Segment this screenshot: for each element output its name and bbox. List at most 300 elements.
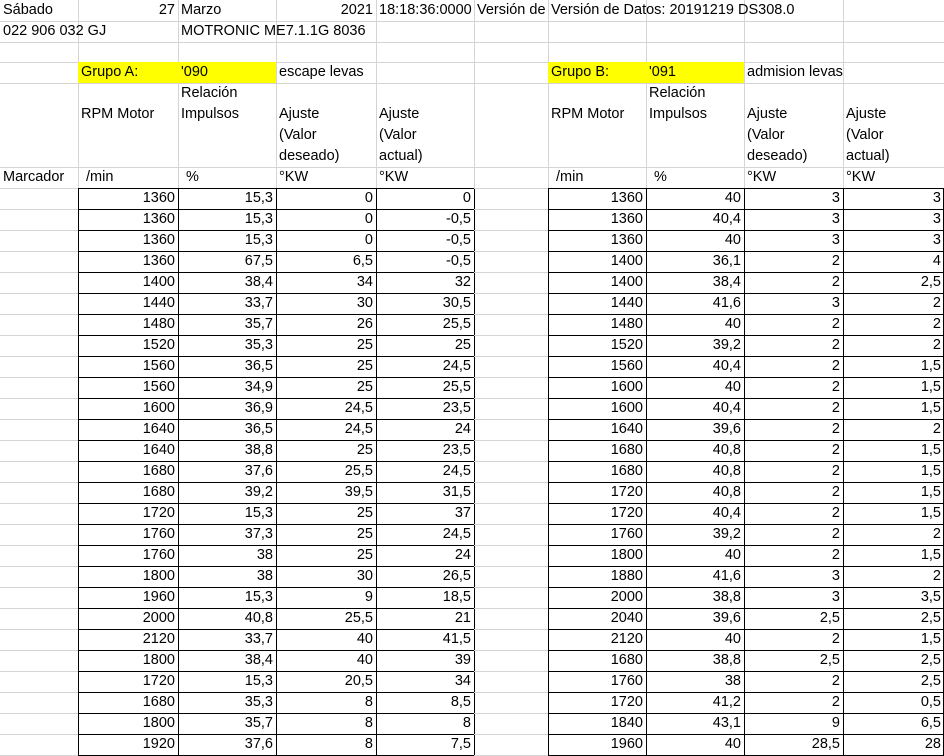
group-a-code[interactable]: '090 xyxy=(178,62,276,83)
group-b-cell[interactable]: 2 xyxy=(831,358,840,374)
group-b-cell[interactable]: 2 xyxy=(932,316,941,332)
grid-hline xyxy=(474,251,548,252)
group-b-cell[interactable]: 1600 xyxy=(610,400,643,416)
group-b-cell[interactable]: 1720 xyxy=(610,505,643,521)
group-b-cell[interactable]: 4 xyxy=(932,253,941,269)
group-b-cell[interactable]: 3 xyxy=(831,232,840,248)
group-a-cell[interactable]: 1640 xyxy=(142,442,175,458)
group-b-cell[interactable]: 40 xyxy=(724,316,741,332)
group-b-cell[interactable]: 1840 xyxy=(610,715,643,731)
grid-hline xyxy=(0,587,78,588)
group-b-cell[interactable]: 2,5 xyxy=(920,610,941,626)
group-b-unit-rel[interactable]: % xyxy=(654,169,667,185)
cell-month[interactable]: Marzo xyxy=(181,2,222,18)
group-b-cell[interactable]: 38,8 xyxy=(712,589,741,605)
group-a-cell[interactable]: 1560 xyxy=(142,358,175,374)
group-b-cell[interactable]: 2,5 xyxy=(920,652,941,668)
group-a-cell[interactable]: 1400 xyxy=(142,274,175,290)
group-a-col-des-line3[interactable]: deseado) xyxy=(279,148,340,164)
grid-hline xyxy=(474,440,548,441)
group-b-cell[interactable]: 40,8 xyxy=(712,463,741,479)
group-a-cell[interactable]: 24,5 xyxy=(442,358,471,374)
group-b-cell[interactable]: 2 xyxy=(831,673,840,689)
group-a-cell[interactable]: 23,5 xyxy=(442,400,471,416)
group-b-unit-act[interactable]: °KW xyxy=(846,169,876,185)
group-a-cell[interactable]: 0 xyxy=(364,211,373,227)
group-a-cell[interactable]: 1680 xyxy=(142,694,175,710)
group-b-cell[interactable]: 40 xyxy=(724,379,741,395)
group-a-cell[interactable]: 8 xyxy=(364,715,373,731)
group-b-cell[interactable]: 38 xyxy=(724,673,741,689)
group-a-cell[interactable]: 25 xyxy=(356,379,373,395)
group-a-cell[interactable]: 8 xyxy=(364,736,373,752)
group-a-cell[interactable]: 39 xyxy=(454,652,471,668)
group-a-cell[interactable]: 15,3 xyxy=(244,589,273,605)
group-b-cell[interactable]: 1880 xyxy=(610,568,643,584)
grid-hline xyxy=(474,377,548,378)
group-b-cell[interactable]: 1,5 xyxy=(920,631,941,647)
grid-hline xyxy=(474,692,548,693)
group-b-cell[interactable]: 2 xyxy=(932,295,941,311)
cell-year[interactable]: 2021 xyxy=(340,2,373,18)
group-b-cell[interactable]: 41,6 xyxy=(712,295,741,311)
grid-hline xyxy=(474,650,548,651)
group-a-cell[interactable]: 24,5 xyxy=(442,526,471,542)
group-b-col-act-line1[interactable]: Ajuste xyxy=(846,106,887,122)
group-a-cell[interactable]: 34,9 xyxy=(244,379,273,395)
group-a-cell[interactable]: 36,5 xyxy=(244,421,273,437)
grid-hline xyxy=(0,188,78,189)
group-a-col-des-line1[interactable]: Ajuste xyxy=(279,106,320,122)
group-b-cell[interactable]: 43,1 xyxy=(712,715,741,731)
group-b-col-rpm[interactable]: RPM Motor xyxy=(551,106,625,122)
group-b-cell[interactable]: 2,5 xyxy=(920,274,941,290)
group-a-cell[interactable]: 25,5 xyxy=(442,316,471,332)
group-a-col-act-line1[interactable]: Ajuste xyxy=(379,106,420,122)
group-a-cell[interactable]: 33,7 xyxy=(244,295,273,311)
cell-version-label[interactable]: Versión de xyxy=(477,2,546,18)
grid-hline xyxy=(474,587,548,588)
group-a-cell[interactable]: 25,5 xyxy=(344,610,373,626)
group-a-cell[interactable]: 1360 xyxy=(142,253,175,269)
group-a-cell[interactable]: 1920 xyxy=(142,736,175,752)
group-b-cell[interactable]: 1400 xyxy=(610,253,643,269)
group-b-cell[interactable]: 2 xyxy=(831,274,840,290)
grid-hline xyxy=(0,629,78,630)
cell-ecu[interactable]: MOTRONIC ME7.1.1G 8036 xyxy=(181,23,366,39)
group-a-cell[interactable]: 24,5 xyxy=(344,421,373,437)
group-b-cell[interactable]: 3 xyxy=(831,190,840,206)
group-a-cell[interactable]: 37 xyxy=(454,505,471,521)
group-a-cell[interactable]: 38 xyxy=(256,547,273,563)
group-b-cell[interactable]: 1960 xyxy=(610,736,643,752)
group-a-cell[interactable]: 32 xyxy=(454,274,471,290)
group-b-cell[interactable]: 39,2 xyxy=(712,337,741,353)
grid-hline xyxy=(0,356,78,357)
group-b-cell[interactable]: 1,5 xyxy=(920,358,941,374)
group-b-cell[interactable]: 3 xyxy=(831,568,840,584)
group-b-cell[interactable]: 2 xyxy=(831,526,840,542)
group-a-cell[interactable]: 1640 xyxy=(142,421,175,437)
group-a-cell[interactable]: 20,5 xyxy=(344,673,373,689)
group-a-col-des-line2[interactable]: (Valor xyxy=(279,127,317,143)
grid-hline xyxy=(0,440,78,441)
group-b-cell[interactable]: 1,5 xyxy=(920,442,941,458)
group-a-cell[interactable]: 6,5 xyxy=(352,253,373,269)
group-a-cell[interactable]: 9 xyxy=(364,589,373,605)
group-a-cell[interactable]: 35,7 xyxy=(244,715,273,731)
group-b-col-des-line1[interactable]: Ajuste xyxy=(747,106,788,122)
group-b-cell[interactable]: 39,6 xyxy=(712,421,741,437)
group-a-cell[interactable]: 38 xyxy=(256,568,273,584)
group-a-cell[interactable]: 37,3 xyxy=(244,526,273,542)
cell-data-version[interactable]: Versión de Datos: 20191219 DS308.0 xyxy=(551,2,795,18)
group-a-cell[interactable]: 1720 xyxy=(142,505,175,521)
group-b-cell[interactable]: 1720 xyxy=(610,694,643,710)
group-b-cell[interactable]: 1,5 xyxy=(920,463,941,479)
group-a-cell[interactable]: 1960 xyxy=(142,589,175,605)
group-b-cell[interactable]: 41,6 xyxy=(712,568,741,584)
group-a-cell[interactable]: 41,5 xyxy=(442,631,471,647)
group-a-cell[interactable]: 30 xyxy=(356,568,373,584)
group-b-cell[interactable]: 0,5 xyxy=(920,694,941,710)
cell-time[interactable]: 18:18:36:0000 xyxy=(379,2,472,18)
group-a-cell[interactable]: 8 xyxy=(462,715,471,731)
group-b-cell[interactable]: 40,4 xyxy=(712,211,741,227)
group-a-cell[interactable]: 1720 xyxy=(142,673,175,689)
grid-hline xyxy=(474,503,548,504)
group-a-cell[interactable]: 38,4 xyxy=(244,652,273,668)
group-b-cell[interactable]: 2000 xyxy=(610,589,643,605)
group-a-cell[interactable]: 25 xyxy=(454,337,471,353)
group-b-cell[interactable]: 3 xyxy=(932,232,941,248)
group-a-cell[interactable]: 1600 xyxy=(142,400,175,416)
grid-hline xyxy=(0,419,78,420)
group-b-code[interactable]: '091 xyxy=(646,62,744,83)
group-a-cell[interactable]: 31,5 xyxy=(442,484,471,500)
group-b-cell[interactable]: 38,8 xyxy=(712,652,741,668)
group-b-cell[interactable]: 39,6 xyxy=(712,610,741,626)
grid-hline xyxy=(474,713,548,714)
group-a-cell[interactable]: 40 xyxy=(356,652,373,668)
group-a-cell[interactable]: 1680 xyxy=(142,463,175,479)
group-b-cell[interactable]: 1,5 xyxy=(920,400,941,416)
group-b-cell[interactable]: 1,5 xyxy=(920,484,941,500)
grid-hline xyxy=(474,671,548,672)
group-a-cell[interactable]: 7,5 xyxy=(450,736,471,752)
group-a-cell[interactable]: 2120 xyxy=(142,631,175,647)
group-a-cell[interactable]: 26,5 xyxy=(442,568,471,584)
group-b-cell[interactable]: 2040 xyxy=(610,610,643,626)
grid-vline xyxy=(474,0,475,188)
group-b-col-act-line2[interactable]: (Valor xyxy=(846,127,884,143)
group-a-cell[interactable]: 2000 xyxy=(142,610,175,626)
grid-hline xyxy=(474,314,548,315)
group-a-cell[interactable]: 36,5 xyxy=(244,358,273,374)
group-b-cell[interactable]: 40 xyxy=(724,631,741,647)
group-b-cell[interactable]: 2 xyxy=(831,253,840,269)
group-a-cell[interactable]: 0 xyxy=(462,190,471,206)
group-a-cell[interactable]: 40 xyxy=(356,631,373,647)
group-a-cell[interactable]: 37,6 xyxy=(244,736,273,752)
grid-hline xyxy=(0,209,78,210)
group-a-unit-act[interactable]: °KW xyxy=(379,169,409,185)
group-b-cell[interactable]: 2 xyxy=(831,316,840,332)
group-a-col-rpm[interactable]: RPM Motor xyxy=(81,106,155,122)
group-a-cell[interactable]: 33,7 xyxy=(244,631,273,647)
group-b-col-des-line3[interactable]: deseado) xyxy=(747,148,808,164)
group-a-desc[interactable]: escape levas xyxy=(279,64,364,80)
grid-vline xyxy=(548,0,549,188)
grid-hline xyxy=(0,42,944,43)
group-b-cell[interactable]: 41,2 xyxy=(712,694,741,710)
group-b-cell[interactable]: 40,8 xyxy=(712,442,741,458)
group-a-cell[interactable]: 40,8 xyxy=(244,610,273,626)
grid-hline xyxy=(474,545,548,546)
grid-hline xyxy=(0,566,78,567)
group-a-col-act-line3[interactable]: actual) xyxy=(379,148,423,164)
grid-hline xyxy=(474,398,548,399)
group-b-unit-des[interactable]: °KW xyxy=(747,169,777,185)
group-b-cell[interactable]: 2,5 xyxy=(920,673,941,689)
group-b-cell[interactable]: 1,5 xyxy=(920,379,941,395)
group-b-col-rel-line1[interactable]: Relación xyxy=(649,85,706,101)
group-b-cell[interactable]: 2 xyxy=(831,505,840,521)
group-b-cell[interactable]: 2 xyxy=(831,631,840,647)
group-a-cell[interactable]: 25 xyxy=(356,505,373,521)
group-a-cell[interactable]: 1520 xyxy=(142,337,175,353)
group-a-col-rel-line2[interactable]: Impulsos xyxy=(181,106,240,122)
group-b-cell[interactable]: 40,4 xyxy=(712,400,741,416)
group-b-cell[interactable]: 1760 xyxy=(610,673,643,689)
group-a-cell[interactable]: 15,3 xyxy=(244,673,273,689)
group-a-cell[interactable]: 0 xyxy=(364,232,373,248)
group-b-cell[interactable]: 1760 xyxy=(610,526,643,542)
group-a-cell[interactable]: 1760 xyxy=(142,526,175,542)
group-a-cell[interactable]: 8 xyxy=(364,694,373,710)
group-b-cell[interactable]: 2,5 xyxy=(819,652,840,668)
group-b-cell[interactable]: 40 xyxy=(724,547,741,563)
group-a-cell[interactable]: 18,5 xyxy=(442,589,471,605)
group-b-cell[interactable]: 2120 xyxy=(610,631,643,647)
group-b-cell[interactable]: 1600 xyxy=(610,379,643,395)
group-a-cell[interactable]: 36,9 xyxy=(244,400,273,416)
group-a-cell[interactable]: 67,5 xyxy=(244,253,273,269)
group-a-cell[interactable]: 1760 xyxy=(142,547,175,563)
group-b-cell[interactable]: 1,5 xyxy=(920,547,941,563)
group-b-cell[interactable]: 40,4 xyxy=(712,505,741,521)
group-b-cell[interactable]: 2 xyxy=(831,463,840,479)
group-b-cell[interactable]: 3 xyxy=(831,211,840,227)
group-a-cell[interactable]: 25 xyxy=(356,547,373,563)
group-a-cell[interactable]: 24 xyxy=(454,421,471,437)
group-b-cell[interactable]: 1640 xyxy=(610,421,643,437)
group-b-cell[interactable]: 1560 xyxy=(610,358,643,374)
group-b-cell[interactable]: 2 xyxy=(932,421,941,437)
group-a-cell[interactable]: 30 xyxy=(356,295,373,311)
group-a-unit-rel[interactable]: % xyxy=(186,169,199,185)
group-a-cell[interactable]: 15,3 xyxy=(244,505,273,521)
group-a-cell[interactable]: -0,5 xyxy=(446,253,471,269)
grid-hline xyxy=(474,482,548,483)
group-a-cell[interactable]: 21 xyxy=(454,610,471,626)
group-b-col-act-line3[interactable]: actual) xyxy=(846,148,890,164)
group-a-cell[interactable]: 26 xyxy=(356,316,373,332)
group-b-cell[interactable]: 3 xyxy=(932,211,941,227)
grid-hline xyxy=(474,272,548,273)
group-a-cell[interactable]: 1800 xyxy=(142,652,175,668)
group-b-cell[interactable]: 40,8 xyxy=(712,484,741,500)
group-a-cell[interactable]: 35,3 xyxy=(244,337,273,353)
group-b-cell[interactable]: 2 xyxy=(831,379,840,395)
group-b-cell[interactable]: 3 xyxy=(932,190,941,206)
group-a-cell[interactable]: 25 xyxy=(356,526,373,542)
group-b-cell[interactable]: 2 xyxy=(831,484,840,500)
grid-hline xyxy=(474,524,548,525)
group-a-cell[interactable]: 24,5 xyxy=(442,463,471,479)
grid-hline xyxy=(474,608,548,609)
group-a-cell[interactable]: 0 xyxy=(364,190,373,206)
group-a-unit-rpm[interactable]: /min xyxy=(86,169,114,185)
grid-hline xyxy=(0,272,78,273)
grid-hline xyxy=(0,692,78,693)
group-b-cell[interactable]: 2 xyxy=(831,442,840,458)
cell-date-num[interactable]: 27 xyxy=(158,2,175,18)
group-b-cell[interactable]: 3,5 xyxy=(920,589,941,605)
group-a-unit-des[interactable]: °KW xyxy=(279,169,309,185)
group-b-label[interactable]: Grupo B: xyxy=(548,62,646,83)
group-b-cell[interactable]: 1360 xyxy=(610,232,643,248)
group-b-cell[interactable]: 36,1 xyxy=(712,253,741,269)
group-b-cell[interactable]: 1360 xyxy=(610,211,643,227)
group-b-cell[interactable]: 3 xyxy=(831,295,840,311)
group-b-cell[interactable]: 39,2 xyxy=(712,526,741,542)
group-b-cell[interactable]: 40,4 xyxy=(712,358,741,374)
group-a-cell[interactable]: 25 xyxy=(356,337,373,353)
group-a-cell[interactable]: 24,5 xyxy=(344,400,373,416)
group-a-cell[interactable]: 1680 xyxy=(142,484,175,500)
group-a-cell[interactable]: 1440 xyxy=(142,295,175,311)
group-a-cell[interactable]: 1360 xyxy=(142,232,175,248)
group-a-cell[interactable]: 15,3 xyxy=(244,190,273,206)
group-b-cell[interactable]: 1680 xyxy=(610,442,643,458)
group-b-cell[interactable]: 9 xyxy=(831,715,840,731)
grid-hline xyxy=(0,314,78,315)
group-a-cell[interactable]: 35,7 xyxy=(244,316,273,332)
cell-day[interactable]: Sábado xyxy=(3,2,53,18)
group-a-cell[interactable]: 25,5 xyxy=(442,379,471,395)
group-b-col-des-line2[interactable]: (Valor xyxy=(747,127,785,143)
group-b-cell[interactable]: 1480 xyxy=(610,316,643,332)
group-a-cell[interactable]: 38,8 xyxy=(244,442,273,458)
group-b-cell[interactable]: 28 xyxy=(924,736,941,752)
group-a-cell[interactable]: 1480 xyxy=(142,316,175,332)
group-b-cell[interactable]: 1720 xyxy=(610,484,643,500)
group-a-cell[interactable]: 1360 xyxy=(142,211,175,227)
grid-hline xyxy=(0,377,78,378)
grid-hline xyxy=(0,524,78,525)
group-a-cell[interactable]: 39,5 xyxy=(344,484,373,500)
group-a-cell[interactable]: 25 xyxy=(356,442,373,458)
group-b-cell[interactable]: 28,5 xyxy=(811,736,840,752)
group-a-cell[interactable]: 15,3 xyxy=(244,211,273,227)
group-b-cell[interactable]: 2,5 xyxy=(819,610,840,626)
group-b-cell[interactable]: 38,4 xyxy=(712,274,741,290)
grid-hline xyxy=(474,419,548,420)
group-a-cell[interactable]: 8,5 xyxy=(450,694,471,710)
group-b-cell[interactable]: 1360 xyxy=(610,190,643,206)
group-a-cell[interactable]: 1360 xyxy=(142,190,175,206)
group-a-cell[interactable]: 15,3 xyxy=(244,232,273,248)
group-a-cell[interactable]: 30,5 xyxy=(442,295,471,311)
group-a-cell[interactable]: 1800 xyxy=(142,715,175,731)
group-b-cell[interactable]: 1680 xyxy=(610,463,643,479)
grid-hline xyxy=(474,566,548,567)
group-a-cell[interactable]: 1560 xyxy=(142,379,175,395)
group-a-cell[interactable]: 35,3 xyxy=(244,694,273,710)
group-a-cell[interactable]: 23,5 xyxy=(442,442,471,458)
grid-hline xyxy=(474,209,548,210)
group-b-cell[interactable]: 1520 xyxy=(610,337,643,353)
group-a-cell[interactable]: -0,5 xyxy=(446,232,471,248)
group-a-col-act-line2[interactable]: (Valor xyxy=(379,127,417,143)
group-b-cell[interactable]: 40 xyxy=(724,190,741,206)
group-b-cell[interactable]: 2 xyxy=(932,526,941,542)
grid-hline xyxy=(0,335,78,336)
group-b-desc[interactable]: admision levas xyxy=(747,64,843,80)
group-b-cell[interactable]: 40 xyxy=(724,736,741,752)
grid-hline xyxy=(0,293,78,294)
group-a-col-rel-line1[interactable]: Relación xyxy=(181,85,238,101)
group-a-cell[interactable]: 37,6 xyxy=(244,463,273,479)
group-b-cell[interactable]: 1680 xyxy=(610,652,643,668)
group-b-cell[interactable]: 3 xyxy=(831,589,840,605)
group-a-cell[interactable]: 1800 xyxy=(142,568,175,584)
group-b-cell[interactable]: 2 xyxy=(932,568,941,584)
group-a-cell[interactable]: -0,5 xyxy=(446,211,471,227)
group-a-cell[interactable]: 34 xyxy=(454,673,471,689)
marker-label[interactable]: Marcador xyxy=(3,169,65,185)
grid-hline xyxy=(0,671,78,672)
group-b-cell[interactable]: 2 xyxy=(831,694,840,710)
group-b-col-rel-line2[interactable]: Impulsos xyxy=(649,106,708,122)
group-a-label[interactable]: Grupo A: xyxy=(78,62,178,83)
group-a-cell[interactable]: 24 xyxy=(454,547,471,563)
group-b-cell[interactable]: 40 xyxy=(724,232,741,248)
group-b-cell[interactable]: 2 xyxy=(831,421,840,437)
grid-hline xyxy=(474,293,548,294)
group-a-cell[interactable]: 25 xyxy=(356,358,373,374)
group-b-cell[interactable]: 2 xyxy=(831,400,840,416)
group-a-cell[interactable]: 25,5 xyxy=(344,463,373,479)
grid-hline xyxy=(0,608,78,609)
group-b-cell[interactable]: 1400 xyxy=(610,274,643,290)
group-b-cell[interactable]: 2 xyxy=(932,337,941,353)
grid-hline xyxy=(474,629,548,630)
group-a-cell[interactable]: 34 xyxy=(356,274,373,290)
grid-border-v xyxy=(474,188,475,755)
cell-part-number[interactable]: 022 906 032 GJ xyxy=(3,23,107,39)
group-b-cell[interactable]: 1800 xyxy=(610,547,643,563)
group-b-cell[interactable]: 1,5 xyxy=(920,505,941,521)
group-b-cell[interactable]: 1440 xyxy=(610,295,643,311)
group-b-cell[interactable]: 2 xyxy=(831,337,840,353)
group-a-cell[interactable]: 39,2 xyxy=(244,484,273,500)
group-b-cell[interactable]: 6,5 xyxy=(920,715,941,731)
group-a-cell[interactable]: 38,4 xyxy=(244,274,273,290)
group-b-unit-rpm[interactable]: /min xyxy=(556,169,584,185)
group-b-cell[interactable]: 2 xyxy=(831,547,840,563)
